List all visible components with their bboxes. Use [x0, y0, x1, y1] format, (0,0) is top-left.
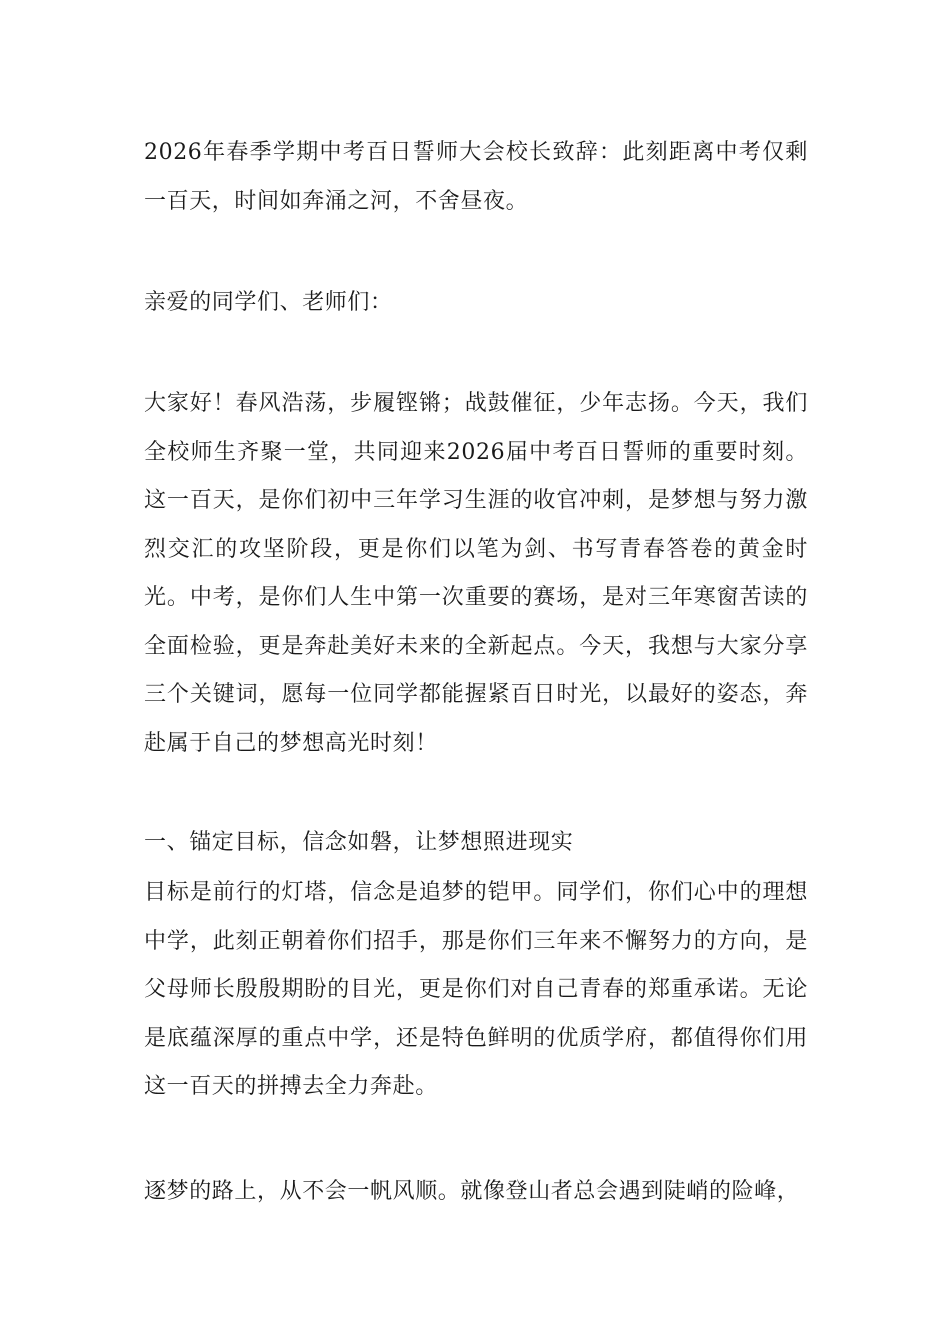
intro-paragraph-block	[144, 380, 808, 768]
section-heading-block	[144, 823, 808, 863]
title-paragraph-block	[144, 129, 808, 226]
section-paragraph: 目标是前行的灯塔，信念是追梦的铠甲。同学们，你们心中的理想中学，此刻正朝着你们招手，那是你们三年来不懈努力的方向，是父母师长殷殷期盼的目光，更是你们对自己青春的郑重承诺。无论是底蕴深厚的重点中学，还是特色鲜明的优质学府，都值得你们用这一百天的拼搏去全力奔赴。	[144, 880, 808, 1099]
greeting-block	[144, 279, 808, 328]
section-paragraph-block-2	[144, 1168, 808, 1217]
title-paragraph: 2026年春季学期中考百日誓师大会校长致辞：此刻距离中考仅剩一百天，时间如奔涌之河，不舍昼夜。	[144, 140, 808, 214]
greeting-text: 亲爱的同学们、老师们：	[144, 290, 393, 315]
section-paragraph-2: 逐梦的路上，从不会一帆风顺。就像登山者总会遇到陡峭的险峰，	[144, 1179, 800, 1204]
section-heading: 一、锚定目标，信念如磐，让梦想照进现实	[144, 830, 574, 855]
section-paragraph-block	[144, 869, 808, 1112]
intro-paragraph: 大家好！春风浩荡，步履铿锵；战鼓催征，少年志扬。今天，我们全校师生齐聚一堂，共同迎来2026届中考百日誓师的重要时刻。这一百天，是你们初中三年学习生涯的收官冲刺，是梦想与努力激烈交汇的攻坚阶段，更是你们以笔为剑、书写青春答卷的黄金时光。中考，是你们人生中第一次重要的赛场，是对三年寒窗苦读的全面检验，更是奔赴美好未来的全新起点。今天，我想与大家分享三个关键词，愿每一位同学都能握紧百日时光，以最好的姿态，奔赴属于自己的梦想高光时刻！	[144, 391, 808, 756]
